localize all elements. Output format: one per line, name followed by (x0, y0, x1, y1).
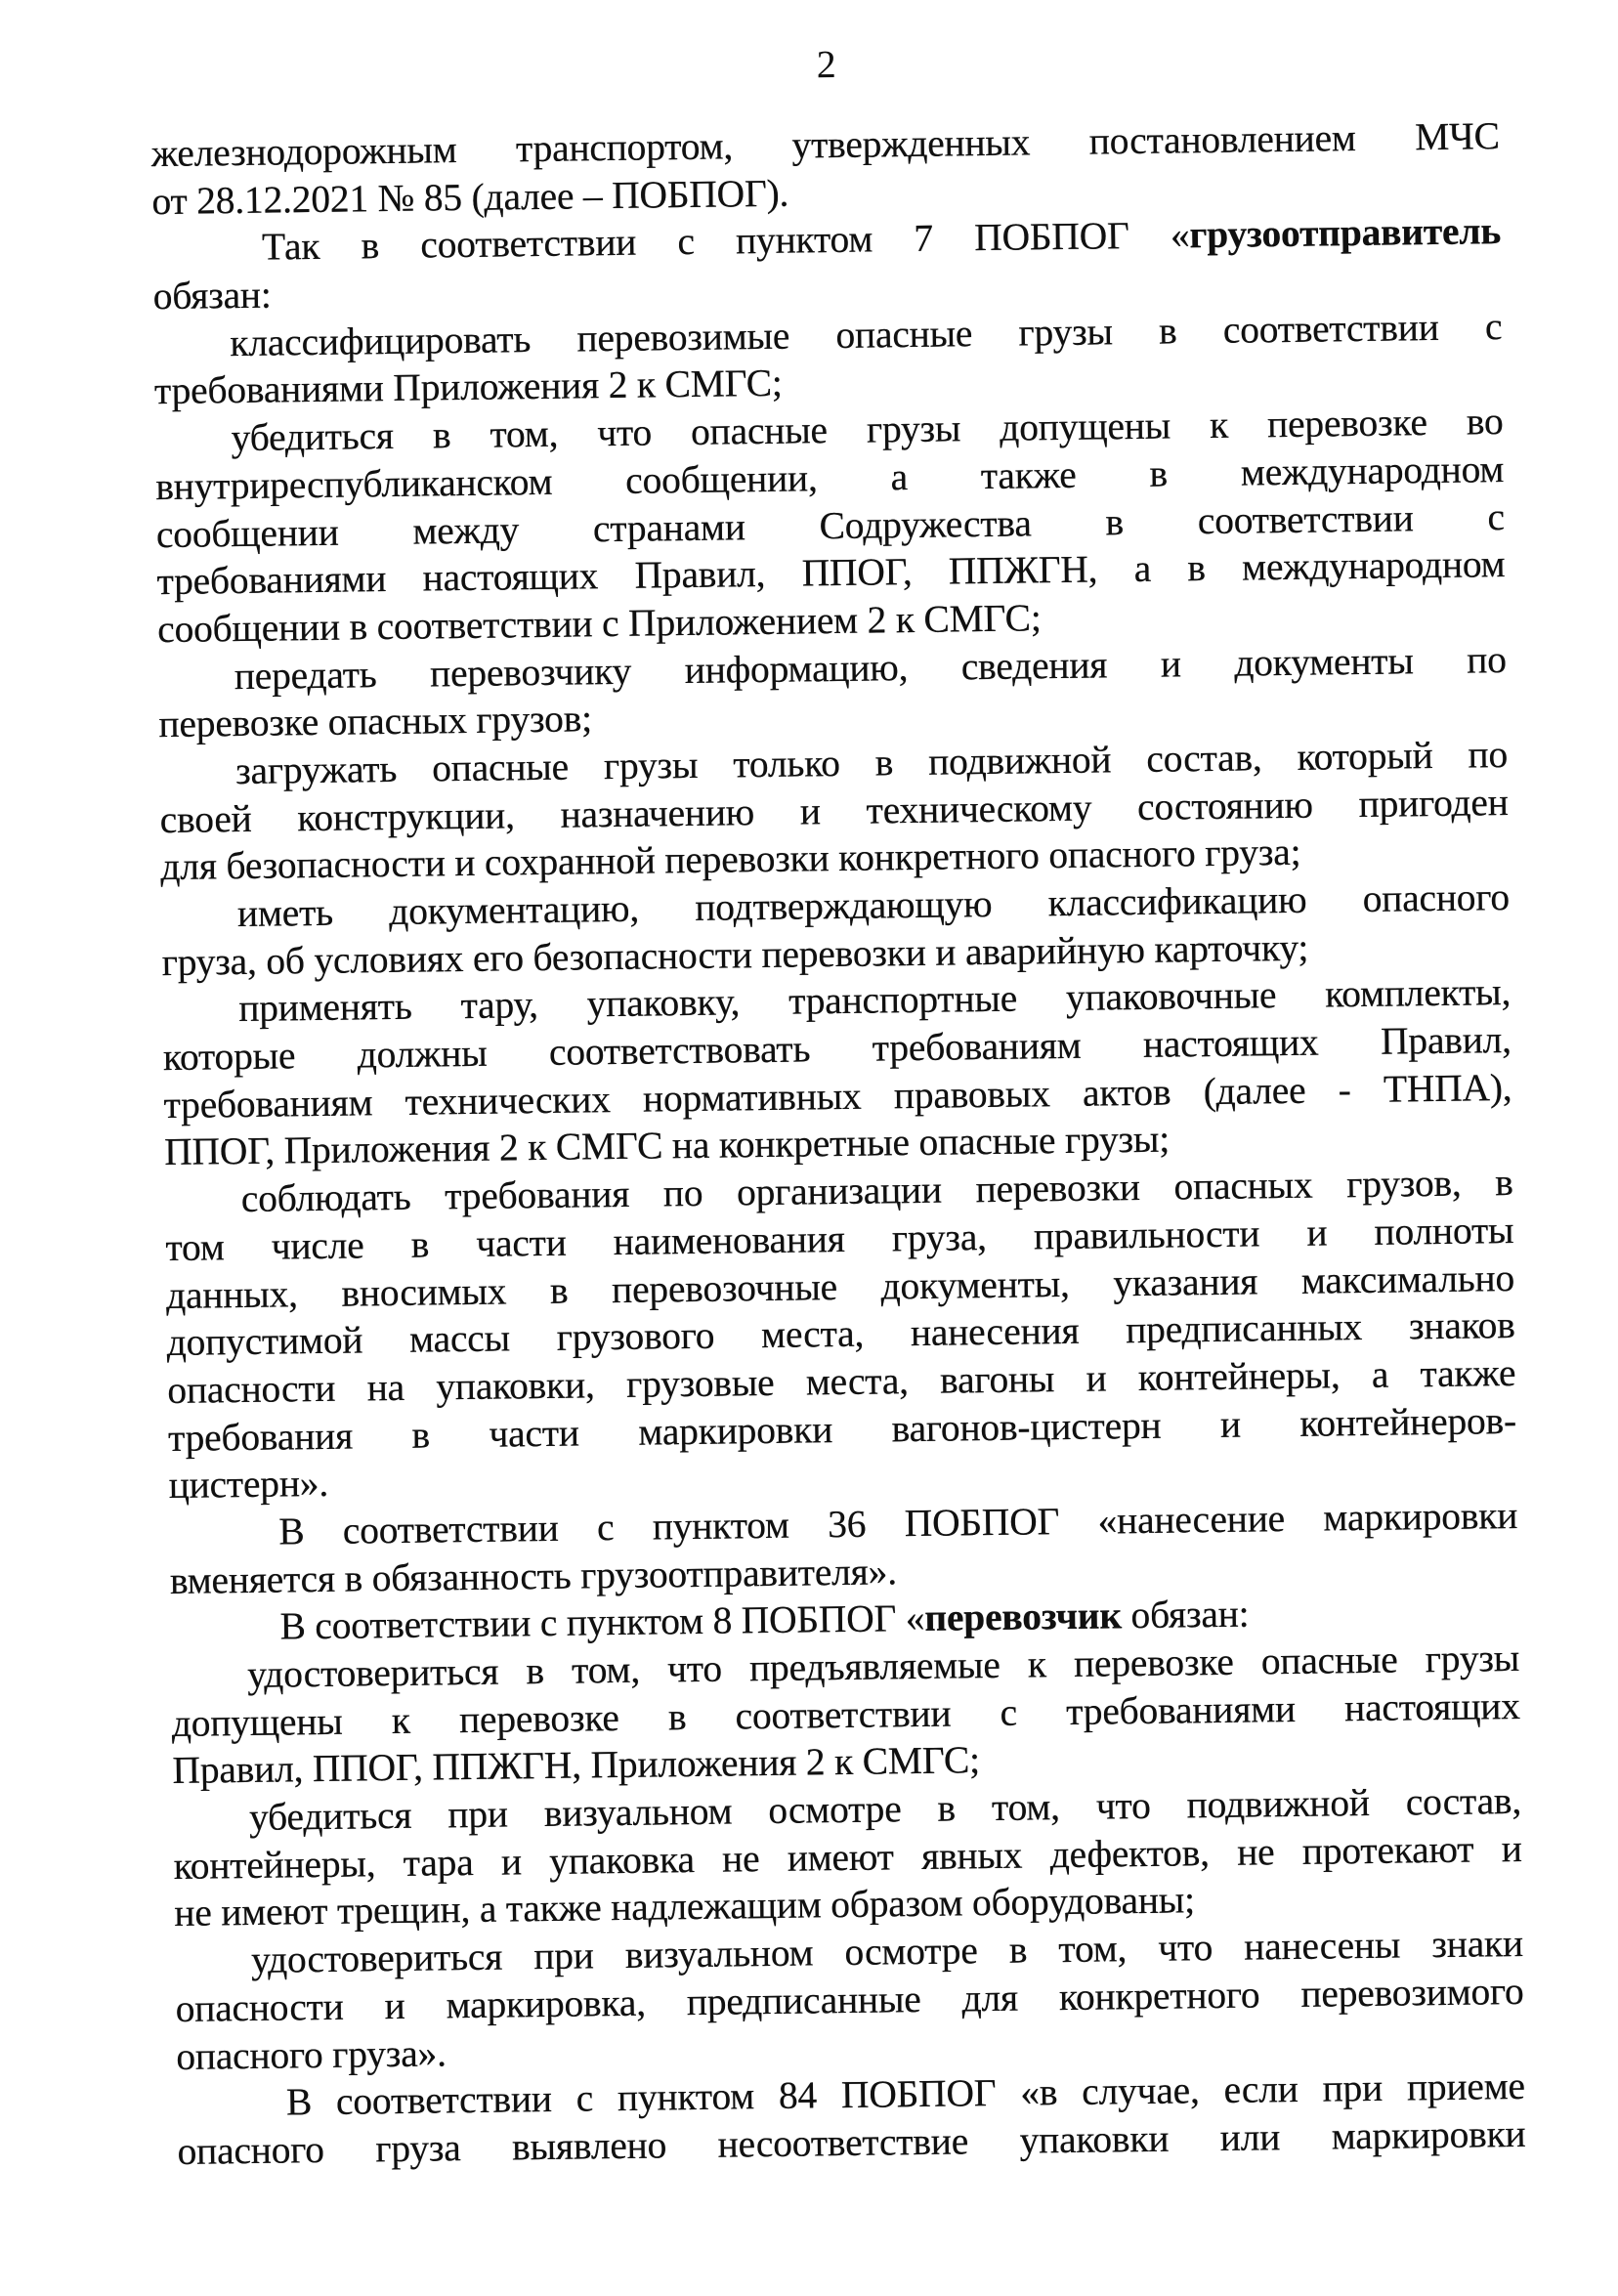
text-run: от 28.12.2021 № 85 (далее – ПОБПОГ). (151, 171, 789, 223)
text-run: соблюдать требования по организации перевозки опасных грузов, в (240, 1161, 1514, 1221)
text-run: для безопасности и сохранной перевозки конкретного опасного груза; (160, 830, 1301, 889)
text-run: удостовериться в том, что предъявляемые к перевозке опасные грузы (246, 1636, 1520, 1696)
text-run: Правил, ППОГ, ППЖГН, Приложения 2 к СМГС; (172, 1738, 981, 1793)
text-run: удостовериться при визуальном осмотре в том, что нанесены знаки (250, 1922, 1524, 1982)
text-run: вменяется в обязанность грузоотправителя». (169, 1549, 898, 1602)
text-block (150, 112, 1525, 2175)
bold-text-run: перевозчик (924, 1594, 1123, 1640)
text-run: сообщении между странами Содружества в соответствии с (155, 494, 1506, 556)
text-run: применять тару, упаковку, транспортные упаковочные комплекты, (237, 970, 1512, 1031)
text-run: цистерн». (168, 1462, 329, 1508)
text-run: В соответствии с пунктом 36 ПОБПОГ «нанесение маркировки (277, 1493, 1518, 1553)
text-run: железнодорожным транспортом, утвержденных постановлением МЧС (150, 114, 1500, 176)
text-run: загружать опасные грузы только в подвижной состав, который по (234, 732, 1509, 793)
text-run: передать перевозчику информацию, сведения и документы по (234, 637, 1507, 698)
text-run: внутриреспубликанском сообщении, а также в международном (154, 446, 1505, 508)
text-run: В соответствии с пунктом 8 ПОБПОГ « (279, 1596, 925, 1648)
text-run: груза, об условиях его безопасности перевозки и аварийную карточку; (161, 925, 1309, 984)
text-run: которые должны соответствовать требованиям настоящих Правил, (162, 1018, 1512, 1080)
text-run: своей конструкции, назначению и техническому состоянию пригоден (159, 780, 1509, 841)
text-run: обязан: (1121, 1592, 1250, 1637)
text-run: опасного груза». (176, 2030, 447, 2078)
text-run: ППОГ, Приложения 2 к СМГС на конкретные опасные грузы; (163, 1118, 1171, 1174)
bold-text-run: грузоотправитель (1189, 209, 1502, 257)
page-number: 2 (816, 41, 836, 87)
text-run: требования в части маркировки вагонов-цистерн и контейнеров- (167, 1398, 1517, 1460)
text-run: убедиться при визуальном осмотре в том, что подвижной состав, (248, 1778, 1522, 1840)
text-run: не имеют трещин, а также надлежащим образом оборудованы; (174, 1878, 1196, 1935)
text-run: данных, вносимых в перевозочные документы, указания максимально (165, 1255, 1515, 1317)
text-run: Так в соответствии с пунктом 7 ПОБПОГ « (261, 213, 1190, 270)
text-run: требованиями Приложения 2 к СМГС; (153, 361, 783, 413)
text-run: убедиться в том, что опасные грузы допущены к перевозке во (231, 400, 1504, 460)
text-run: допущены к перевозке в соответствии с требованиями настоящих (171, 1683, 1521, 1745)
text-run: перевозке опасных грузов; (158, 697, 593, 746)
text-run: обязан: (152, 273, 272, 319)
text-run: опасности на упаковки, грузовые места, вагоны и контейнеры, а также (167, 1350, 1516, 1412)
text-run: контейнеры, тара и упаковка не имеют явных дефектов, не протекают и (173, 1826, 1522, 1888)
text-run: требованиям технических нормативных правовых актов (далее - ТНПА), (163, 1065, 1512, 1127)
text-run: том числе в части наименования груза, правильности и полноты (165, 1208, 1514, 1269)
text-run: допустимой массы грузового места, нанесения предписанных знаков (166, 1303, 1515, 1365)
text-run: сообщении в соответствии с Приложением 2 к СМГС; (156, 596, 1042, 651)
text-run: опасности и маркировка, предписанные для конкретного перевозимого (175, 1969, 1524, 2030)
text-run: В соответствии с пунктом 84 ПОБПОГ «в случае, если при приеме (285, 2064, 1526, 2124)
text-run: иметь документацию, подтверждающую классификацию опасного (236, 875, 1511, 936)
text-run: требованиями настоящих Правил, ППОГ, ППЖГН, а в международном (156, 542, 1506, 604)
text-run: опасного груза выявлено несоответствие упаковки или маркировки (177, 2111, 1526, 2173)
text-run: классифицировать перевозимые опасные грузы в соответствии с (230, 304, 1503, 364)
